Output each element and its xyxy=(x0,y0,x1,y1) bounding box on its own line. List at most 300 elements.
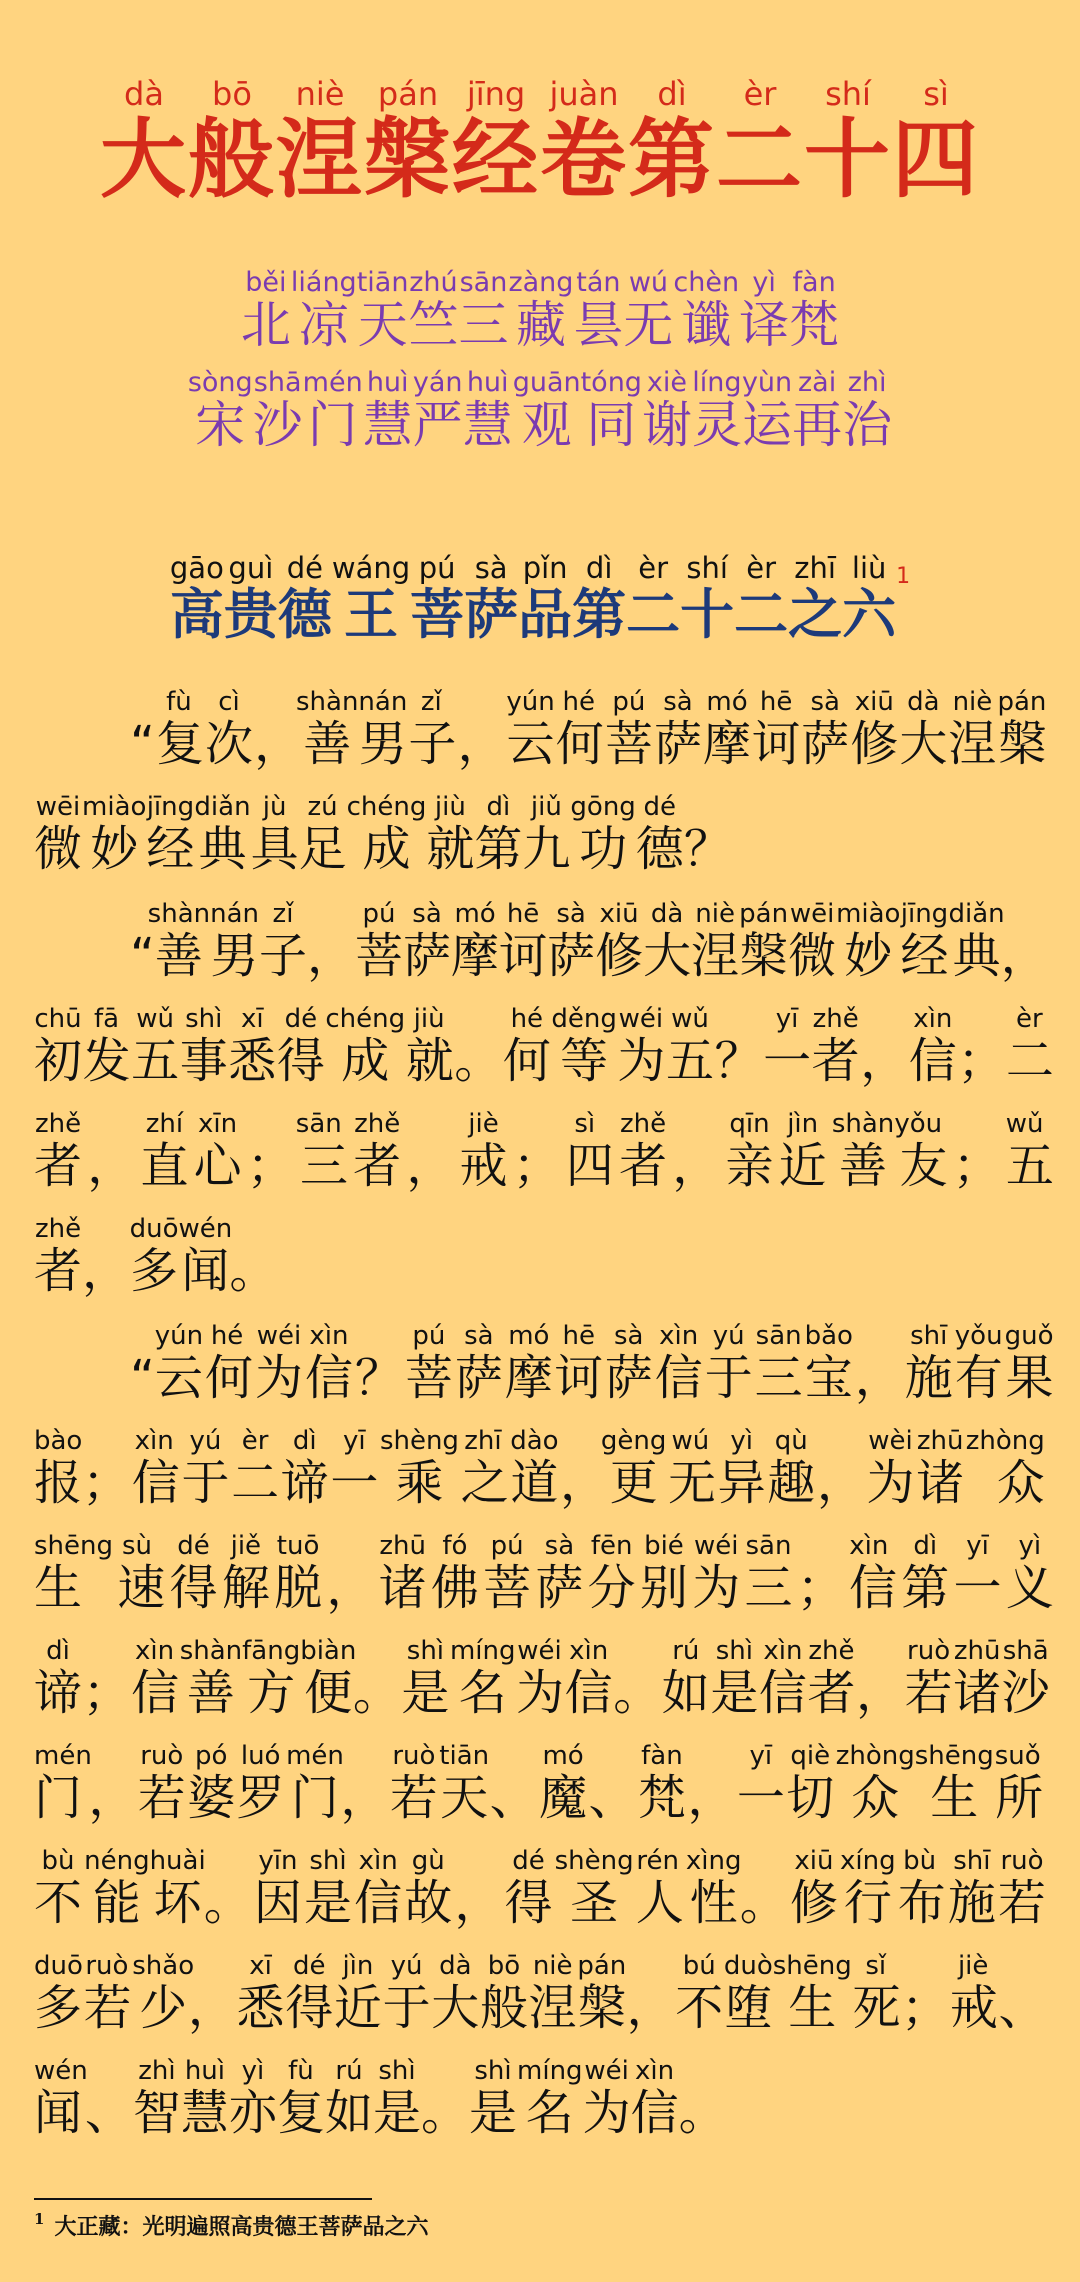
punctuation: “ xyxy=(130,716,155,772)
hanzi-with-pinyin: 治zhì xyxy=(842,367,893,454)
pinyin: yǒu xyxy=(954,1321,1003,1351)
hanzi-with-pinyin: 信xìn xyxy=(304,1321,355,1406)
hanzi-with-pinyin: 三sān xyxy=(294,1109,354,1194)
hanzi-with-pinyin: 贵guì xyxy=(223,551,278,646)
hanzi-with-pinyin: 沙shā xyxy=(1001,1636,1050,1721)
hanzi-with-pinyin: 是shì xyxy=(710,1636,759,1721)
pinyin: xìng xyxy=(685,1846,742,1876)
hanzi-with-pinyin: 摩mó xyxy=(451,899,500,984)
pinyin: wén xyxy=(178,1214,233,1244)
hanzi-with-pinyin: 善shàn xyxy=(295,687,359,772)
hanzi-with-pinyin: 竺zhú xyxy=(408,267,459,354)
hanzi-with-pinyin: 谢xiè xyxy=(641,367,692,454)
hanzi-with-pinyin: 悉xī xyxy=(236,1951,286,2036)
hanzi-with-pinyin: 者zhě xyxy=(34,1109,88,1194)
footnote-divider xyxy=(34,2198,372,2200)
pinyin: liáng xyxy=(290,267,357,298)
pinyin: fāng xyxy=(242,1636,301,1666)
hanzi-with-pinyin: 是shì xyxy=(372,2056,421,2141)
hanzi-with-pinyin: 若ruò xyxy=(389,1741,440,1826)
pinyin: cì xyxy=(205,687,254,717)
hanzi-with-pinyin: 五wǔ xyxy=(131,1004,180,1089)
pinyin: shàn xyxy=(147,899,211,929)
pinyin: wéi xyxy=(515,1636,564,1666)
pinyin: wǔ xyxy=(665,1004,714,1034)
hanzi-with-pinyin: 信xìn xyxy=(908,1004,958,1089)
pinyin: pú xyxy=(604,687,653,717)
punctuation: ； xyxy=(246,1138,295,1194)
pinyin: shēng xyxy=(914,1741,994,1771)
hanzi-with-pinyin: 为wèi xyxy=(866,1426,917,1511)
hanzi-with-pinyin: 萨sà xyxy=(604,1321,655,1406)
pinyin: hē xyxy=(499,899,548,929)
pinyin: sòng xyxy=(187,367,253,398)
pinyin: jiù xyxy=(426,792,475,822)
pinyin: míng xyxy=(517,2056,583,2086)
pinyin: sù xyxy=(113,1531,162,1561)
pinyin: niè xyxy=(528,1951,577,1981)
hanzi-with-pinyin: 凉liáng xyxy=(290,267,357,354)
pinyin: pú xyxy=(404,1321,453,1351)
hanzi-with-pinyin: 涅niè xyxy=(948,687,998,772)
punctuation: ， xyxy=(860,1033,909,1089)
pinyin: hē xyxy=(752,687,801,717)
hanzi-with-pinyin: 五wǔ xyxy=(1000,1109,1054,1194)
pinyin: néng xyxy=(84,1846,150,1876)
pinyin: sà xyxy=(464,551,519,585)
pinyin: jìn xyxy=(778,1109,827,1139)
hanzi-with-pinyin: 二èr xyxy=(1005,1004,1054,1089)
pinyin: shàn xyxy=(831,1109,895,1139)
pinyin: wǔ xyxy=(1000,1109,1049,1139)
hanzi-with-pinyin: 方fāng xyxy=(242,1636,301,1721)
sutra-body xyxy=(34,687,1054,2166)
pinyin: shàn xyxy=(179,1636,243,1666)
pinyin: sì xyxy=(560,1109,609,1139)
hanzi-with-pinyin: 就jiù xyxy=(405,1004,455,1089)
pinyin: shí xyxy=(680,551,735,585)
hanzi-with-pinyin: 分fēn xyxy=(587,1531,640,1616)
hanzi-with-pinyin: 于yú xyxy=(181,1426,232,1511)
pinyin: sà xyxy=(653,687,702,717)
hanzi-with-pinyin: 信xìn xyxy=(630,2056,679,2141)
hanzi-with-pinyin: 信xìn xyxy=(130,1636,180,1721)
hanzi-with-pinyin: 闻wén xyxy=(34,2056,88,2141)
pinyin: gāo xyxy=(169,551,224,585)
hanzi-with-pinyin: 观guān xyxy=(512,367,581,454)
pinyin: dì xyxy=(572,551,627,585)
hanzi-with-pinyin: 大dà xyxy=(431,1951,480,2036)
hanzi-with-pinyin: 为wéi xyxy=(582,2056,631,2141)
hanzi-with-pinyin: 槃pán xyxy=(739,899,789,984)
hanzi-with-pinyin: 藏zàng xyxy=(508,267,574,354)
pinyin: xìn xyxy=(130,1426,179,1456)
pinyin: sà xyxy=(604,1321,653,1351)
hanzi-with-pinyin: 经jīng xyxy=(452,75,540,210)
punctuation: ； xyxy=(901,1980,950,2036)
hanzi-with-pinyin: 一yī xyxy=(763,1004,812,1089)
hanzi-with-pinyin: 速sù xyxy=(113,1531,170,1616)
pinyin: ruò xyxy=(137,1741,186,1771)
hanzi-with-pinyin: 灵líng xyxy=(691,367,742,454)
hanzi-with-pinyin: 妙miào xyxy=(82,792,147,877)
hanzi-with-pinyin: 德dé xyxy=(277,551,332,646)
pinyin: wǔ xyxy=(131,1004,180,1034)
hanzi-with-pinyin: 是shì xyxy=(401,1636,450,1721)
translator-line-2 xyxy=(0,367,1080,473)
hanzi-with-pinyin: 足zú xyxy=(298,792,347,877)
punctuation: ； xyxy=(512,1138,561,1194)
pinyin: huì xyxy=(462,367,513,398)
hanzi-with-pinyin: 第dì xyxy=(572,551,627,646)
pinyin: tóng xyxy=(580,367,642,398)
pinyin: yǒu xyxy=(894,1109,943,1139)
punctuation: ， xyxy=(454,1875,505,1931)
punctuation: 。 xyxy=(352,1665,402,1721)
pinyin: sān xyxy=(754,1321,803,1351)
hanzi-with-pinyin: 沙shā xyxy=(252,367,303,454)
hanzi-with-pinyin: 悉xī xyxy=(228,1004,277,1089)
hanzi-with-pinyin: 若ruò xyxy=(82,1951,133,2036)
punctuation: ， xyxy=(86,1770,138,1826)
pinyin: zhòng xyxy=(835,1741,915,1771)
hanzi-with-pinyin: 何hé xyxy=(502,1004,552,1089)
pinyin: fàn xyxy=(789,267,840,298)
pinyin: huài xyxy=(149,1846,206,1876)
pinyin: jīng xyxy=(452,75,540,113)
pinyin: shí xyxy=(804,75,892,113)
hanzi-with-pinyin: 十shí xyxy=(804,75,892,210)
punctuation: 、 xyxy=(488,1770,540,1826)
pinyin: zhě xyxy=(811,1004,860,1034)
sutra-title xyxy=(0,75,1080,238)
pinyin: zhì xyxy=(842,367,893,398)
hanzi-with-pinyin: 若ruò xyxy=(904,1636,954,1721)
hanzi-with-pinyin: 菩pú xyxy=(355,899,404,984)
hanzi-with-pinyin: 涅niè xyxy=(691,899,740,984)
pinyin: niè xyxy=(948,687,997,717)
pinyin: gù xyxy=(404,1846,453,1876)
hanzi-with-pinyin: 萨sà xyxy=(464,551,519,646)
footnote-text: 大正藏：光明遍照高贵德王菩萨品之六 xyxy=(54,2214,429,2240)
pinyin: biàn xyxy=(300,1636,357,1666)
pinyin: zhě xyxy=(34,1214,82,1244)
hanzi-with-pinyin: 一yī xyxy=(330,1426,380,1511)
hanzi-with-pinyin: 般bō xyxy=(188,75,276,210)
paragraph-2 xyxy=(34,899,1054,1324)
pinyin: zhòng xyxy=(965,1426,1045,1456)
hanzi-with-pinyin: 同tóng xyxy=(580,367,642,454)
hanzi-with-pinyin: 坏huài xyxy=(149,1846,206,1931)
hanzi-with-pinyin: 六liù xyxy=(842,551,897,646)
hanzi-with-pinyin: 亲qīn xyxy=(725,1109,779,1194)
pinyin: shì xyxy=(710,1636,759,1666)
hanzi-with-pinyin: 一yī xyxy=(953,1531,1006,1616)
hanzi-with-pinyin: 何hé xyxy=(203,1321,255,1406)
hanzi-with-pinyin: 卷juàn xyxy=(540,75,628,210)
hanzi-with-pinyin: 无wú xyxy=(623,267,674,354)
pinyin: bié xyxy=(639,1531,688,1561)
hanzi-with-pinyin: 者zhě xyxy=(353,1109,407,1194)
translator-line-1 xyxy=(0,267,1080,373)
pinyin: pó xyxy=(187,1741,236,1771)
hanzi-with-pinyin: 者zhě xyxy=(807,1636,857,1721)
punctuation: ， xyxy=(625,1980,676,2036)
hanzi-with-pinyin: 槃pán xyxy=(364,75,452,210)
pinyin: fā xyxy=(82,1004,131,1034)
punctuation: ， xyxy=(187,1980,237,2036)
hanzi-with-pinyin: 为wéi xyxy=(692,1531,745,1616)
hanzi-with-pinyin: 就jiù xyxy=(426,792,475,877)
pinyin: yì xyxy=(1005,1531,1054,1561)
hanzi-with-pinyin: 萨sà xyxy=(535,1531,588,1616)
hanzi-with-pinyin: 为wéi xyxy=(616,1004,666,1089)
hanzi-with-pinyin: 门mén xyxy=(302,367,363,454)
pinyin: wéi xyxy=(692,1531,741,1561)
pinyin: wú xyxy=(623,267,674,298)
hanzi-with-pinyin: 三sān xyxy=(754,1321,805,1406)
hanzi-with-pinyin: 善shàn xyxy=(179,1636,243,1721)
hanzi-with-pinyin: 门mén xyxy=(286,1741,344,1826)
punctuation: ？ xyxy=(354,1350,405,1406)
pinyin: bú xyxy=(675,1951,724,1981)
pinyin: mó xyxy=(451,899,500,929)
pinyin: wéi xyxy=(254,1321,303,1351)
pinyin: xìn xyxy=(630,2056,679,2086)
pinyin: ruò xyxy=(82,1951,131,1981)
pinyin: zhī xyxy=(458,1426,507,1456)
punctuation: ； xyxy=(82,1665,131,1721)
hanzi-with-pinyin: 信xìn xyxy=(564,1636,614,1721)
punctuation: ？ xyxy=(683,821,732,877)
pinyin: wéi xyxy=(582,2056,631,2086)
hanzi-with-pinyin: 经jīng xyxy=(900,899,949,984)
pinyin: hē xyxy=(554,1321,603,1351)
hanzi-with-pinyin: 德dé xyxy=(635,792,684,877)
hanzi-with-pinyin: 诸zhū xyxy=(916,1426,966,1511)
hanzi-with-pinyin: 生shēng xyxy=(772,1951,852,2036)
pinyin: mén xyxy=(34,1741,92,1771)
hanzi-with-pinyin: 四sì xyxy=(892,75,980,210)
hanzi-with-pinyin: 得dé xyxy=(285,1951,334,2036)
hanzi-with-pinyin: 善shàn xyxy=(147,899,211,984)
hanzi-with-pinyin: 般bō xyxy=(479,1951,529,2036)
hanzi-with-pinyin: 具jù xyxy=(250,792,299,877)
hanzi-with-pinyin: 多duō xyxy=(34,1951,83,2036)
pinyin: dé xyxy=(285,1951,334,1981)
pinyin: mén xyxy=(302,367,363,398)
punctuation: 、 xyxy=(998,1980,1047,2036)
hanzi-with-pinyin: 菩pú xyxy=(410,551,465,646)
pinyin: shàn xyxy=(295,687,359,717)
hanzi-with-pinyin: 婆pó xyxy=(187,1741,237,1826)
hanzi-with-pinyin: 信xìn xyxy=(130,1426,182,1511)
pinyin: mén xyxy=(286,1741,344,1771)
hanzi-with-pinyin: 第dì xyxy=(901,1531,954,1616)
hanzi-with-pinyin: 不bù xyxy=(34,1846,85,1931)
hanzi-with-pinyin: 便biàn xyxy=(300,1636,357,1721)
hanzi-with-pinyin: 名míng xyxy=(449,1636,516,1721)
hanzi-with-pinyin: 修xiū xyxy=(850,687,900,772)
pinyin: èr xyxy=(231,1426,280,1456)
pinyin: dà xyxy=(899,687,948,717)
hanzi-with-pinyin: 性xìng xyxy=(685,1846,742,1931)
hanzi-with-pinyin: 高gāo xyxy=(169,551,224,646)
paragraph-1 xyxy=(34,687,1054,902)
pinyin: yún xyxy=(154,1321,204,1351)
hanzi-with-pinyin: 闻wén xyxy=(178,1214,233,1299)
pinyin: tiān xyxy=(439,1741,490,1771)
pinyin: wèi xyxy=(866,1426,915,1456)
hanzi-with-pinyin: 友yǒu xyxy=(894,1109,953,1194)
hanzi-with-pinyin: 戒jiè xyxy=(459,1109,513,1194)
chapter-title-text xyxy=(169,551,897,646)
pinyin: zàng xyxy=(508,267,574,298)
pinyin: shēng xyxy=(772,1951,852,1981)
pinyin: nán xyxy=(210,899,259,929)
hanzi-with-pinyin: 门mén xyxy=(34,1741,92,1826)
pinyin: dà xyxy=(643,899,692,929)
hanzi-with-pinyin: 萨sà xyxy=(547,899,596,984)
punctuation: ？ xyxy=(714,1033,764,1089)
pinyin: xíng xyxy=(840,1846,896,1876)
hanzi-with-pinyin: 槃pán xyxy=(577,1951,627,2036)
punctuation: 。 xyxy=(201,1875,254,1931)
pinyin: xiū xyxy=(789,1846,838,1876)
pinyin: jīng xyxy=(146,792,195,822)
hanzi-with-pinyin: 更gèng xyxy=(600,1426,667,1511)
hanzi-with-pinyin: 萨sà xyxy=(454,1321,505,1406)
hanzi-with-pinyin: 再zài xyxy=(792,367,843,454)
pinyin: xìn xyxy=(908,1004,957,1034)
pinyin: yì xyxy=(717,1426,766,1456)
pinyin: èr xyxy=(734,551,789,585)
pinyin: pú xyxy=(483,1531,532,1561)
pinyin: huì xyxy=(180,2056,229,2086)
pinyin: dì xyxy=(34,1636,83,1666)
punctuation: 。 xyxy=(454,1033,503,1089)
pinyin: zú xyxy=(298,792,347,822)
hanzi-with-pinyin: 死sǐ xyxy=(851,1951,902,2036)
hanzi-with-pinyin: 生shēng xyxy=(914,1741,994,1826)
pinyin: yī xyxy=(330,1426,379,1456)
hanzi-with-pinyin: 诸zhū xyxy=(378,1531,431,1616)
hanzi-with-pinyin: 大dà xyxy=(643,899,692,984)
hanzi-with-pinyin: 涅niè xyxy=(528,1951,578,2036)
pinyin: wēi xyxy=(788,899,837,929)
pinyin: jīng xyxy=(900,899,949,929)
hanzi-with-pinyin: 众zhòng xyxy=(835,1741,915,1826)
pinyin: rú xyxy=(661,1636,710,1666)
hanzi-with-pinyin: 行xíng xyxy=(840,1846,896,1931)
pinyin: mó xyxy=(539,1741,588,1771)
pinyin: zhě xyxy=(807,1636,856,1666)
punctuation: ， xyxy=(326,1560,379,1616)
hanzi-with-pinyin: 何hé xyxy=(554,687,605,772)
pinyin: zhě xyxy=(619,1109,668,1139)
hanzi-with-pinyin: 初chū xyxy=(34,1004,83,1089)
hanzi-with-pinyin: 少shǎo xyxy=(132,1951,195,2036)
hanzi-with-pinyin: 梵fàn xyxy=(789,267,840,354)
hanzi-with-pinyin: 男nán xyxy=(358,687,408,772)
pinyin: zhū xyxy=(953,1636,1002,1666)
hanzi-with-pinyin: 三sān xyxy=(458,267,509,354)
pinyin: zhí xyxy=(140,1109,189,1139)
hanzi-with-pinyin: 别bié xyxy=(639,1531,693,1616)
pinyin: chéng xyxy=(346,792,427,822)
pinyin: hé xyxy=(554,687,603,717)
punctuation: ， xyxy=(87,1138,141,1194)
pinyin: zhī xyxy=(788,551,843,585)
pinyin: xiū xyxy=(850,687,899,717)
hanzi-with-pinyin: 北běi xyxy=(240,267,291,354)
pinyin: sà xyxy=(454,1321,503,1351)
pinyin: diǎn xyxy=(948,899,1005,929)
pinyin: pán xyxy=(997,687,1047,717)
pinyin: dé xyxy=(276,1004,325,1034)
pinyin: sān xyxy=(744,1531,793,1561)
hanzi-with-pinyin: 信xìn xyxy=(758,1636,808,1721)
punctuation: 。 xyxy=(420,2085,469,2141)
hanzi-with-pinyin: 因yīn xyxy=(253,1846,304,1931)
pinyin: sà xyxy=(801,687,850,717)
hanzi-with-pinyin: 经jīng xyxy=(146,792,195,877)
hanzi-with-pinyin: 云yún xyxy=(154,1321,204,1406)
hanzi-with-pinyin: 施shī xyxy=(904,1321,955,1406)
pinyin: rén xyxy=(633,1846,682,1876)
hanzi-with-pinyin: 典diǎn xyxy=(194,792,251,877)
hanzi-with-pinyin: 萨sà xyxy=(801,687,851,772)
hanzi-with-pinyin: 第dì xyxy=(628,75,716,210)
pinyin: xiū xyxy=(595,899,644,929)
hanzi-with-pinyin: 近jìn xyxy=(333,1951,383,2036)
pinyin: fù xyxy=(154,687,203,717)
pinyin: bào xyxy=(34,1426,83,1456)
pinyin: qiè xyxy=(786,1741,835,1771)
pinyin: shì xyxy=(372,2056,421,2086)
punctuation: ， xyxy=(672,1138,726,1194)
pinyin: guì xyxy=(223,551,278,585)
hanzi-with-pinyin: 严yán xyxy=(412,367,463,454)
pinyin: běi xyxy=(240,267,291,298)
pinyin: bù xyxy=(895,1846,944,1876)
pinyin: ruò xyxy=(389,1741,438,1771)
hanzi-with-pinyin: 复fù xyxy=(154,687,206,772)
pinyin: fēn xyxy=(587,1531,636,1561)
hanzi-with-pinyin: 天tiān xyxy=(356,267,409,354)
hanzi-with-pinyin: 宋sòng xyxy=(187,367,253,454)
pinyin: yì xyxy=(228,2056,277,2086)
hanzi-with-pinyin: 修xiū xyxy=(595,899,644,984)
hanzi-with-pinyin: 切qiè xyxy=(786,1741,836,1826)
pinyin: zhě xyxy=(353,1109,402,1139)
hanzi-with-pinyin: 大dà xyxy=(100,75,188,210)
pinyin: fù xyxy=(276,2056,325,2086)
hanzi-with-pinyin: 人rén xyxy=(633,1846,686,1931)
hanzi-with-pinyin: 大dà xyxy=(899,687,949,772)
punctuation: ， xyxy=(1000,928,1049,984)
pinyin: miào xyxy=(836,899,901,929)
hanzi-with-pinyin: 妙miào xyxy=(836,899,901,984)
pinyin: zhě xyxy=(34,1109,82,1139)
pinyin: ruò xyxy=(997,1846,1046,1876)
punctuation: ， xyxy=(856,1665,905,1721)
pinyin: hé xyxy=(502,1004,551,1034)
pinyin: juàn xyxy=(540,75,628,113)
pinyin: dé xyxy=(169,1531,218,1561)
pinyin: mó xyxy=(703,687,752,717)
pinyin: yú xyxy=(382,1951,431,1981)
